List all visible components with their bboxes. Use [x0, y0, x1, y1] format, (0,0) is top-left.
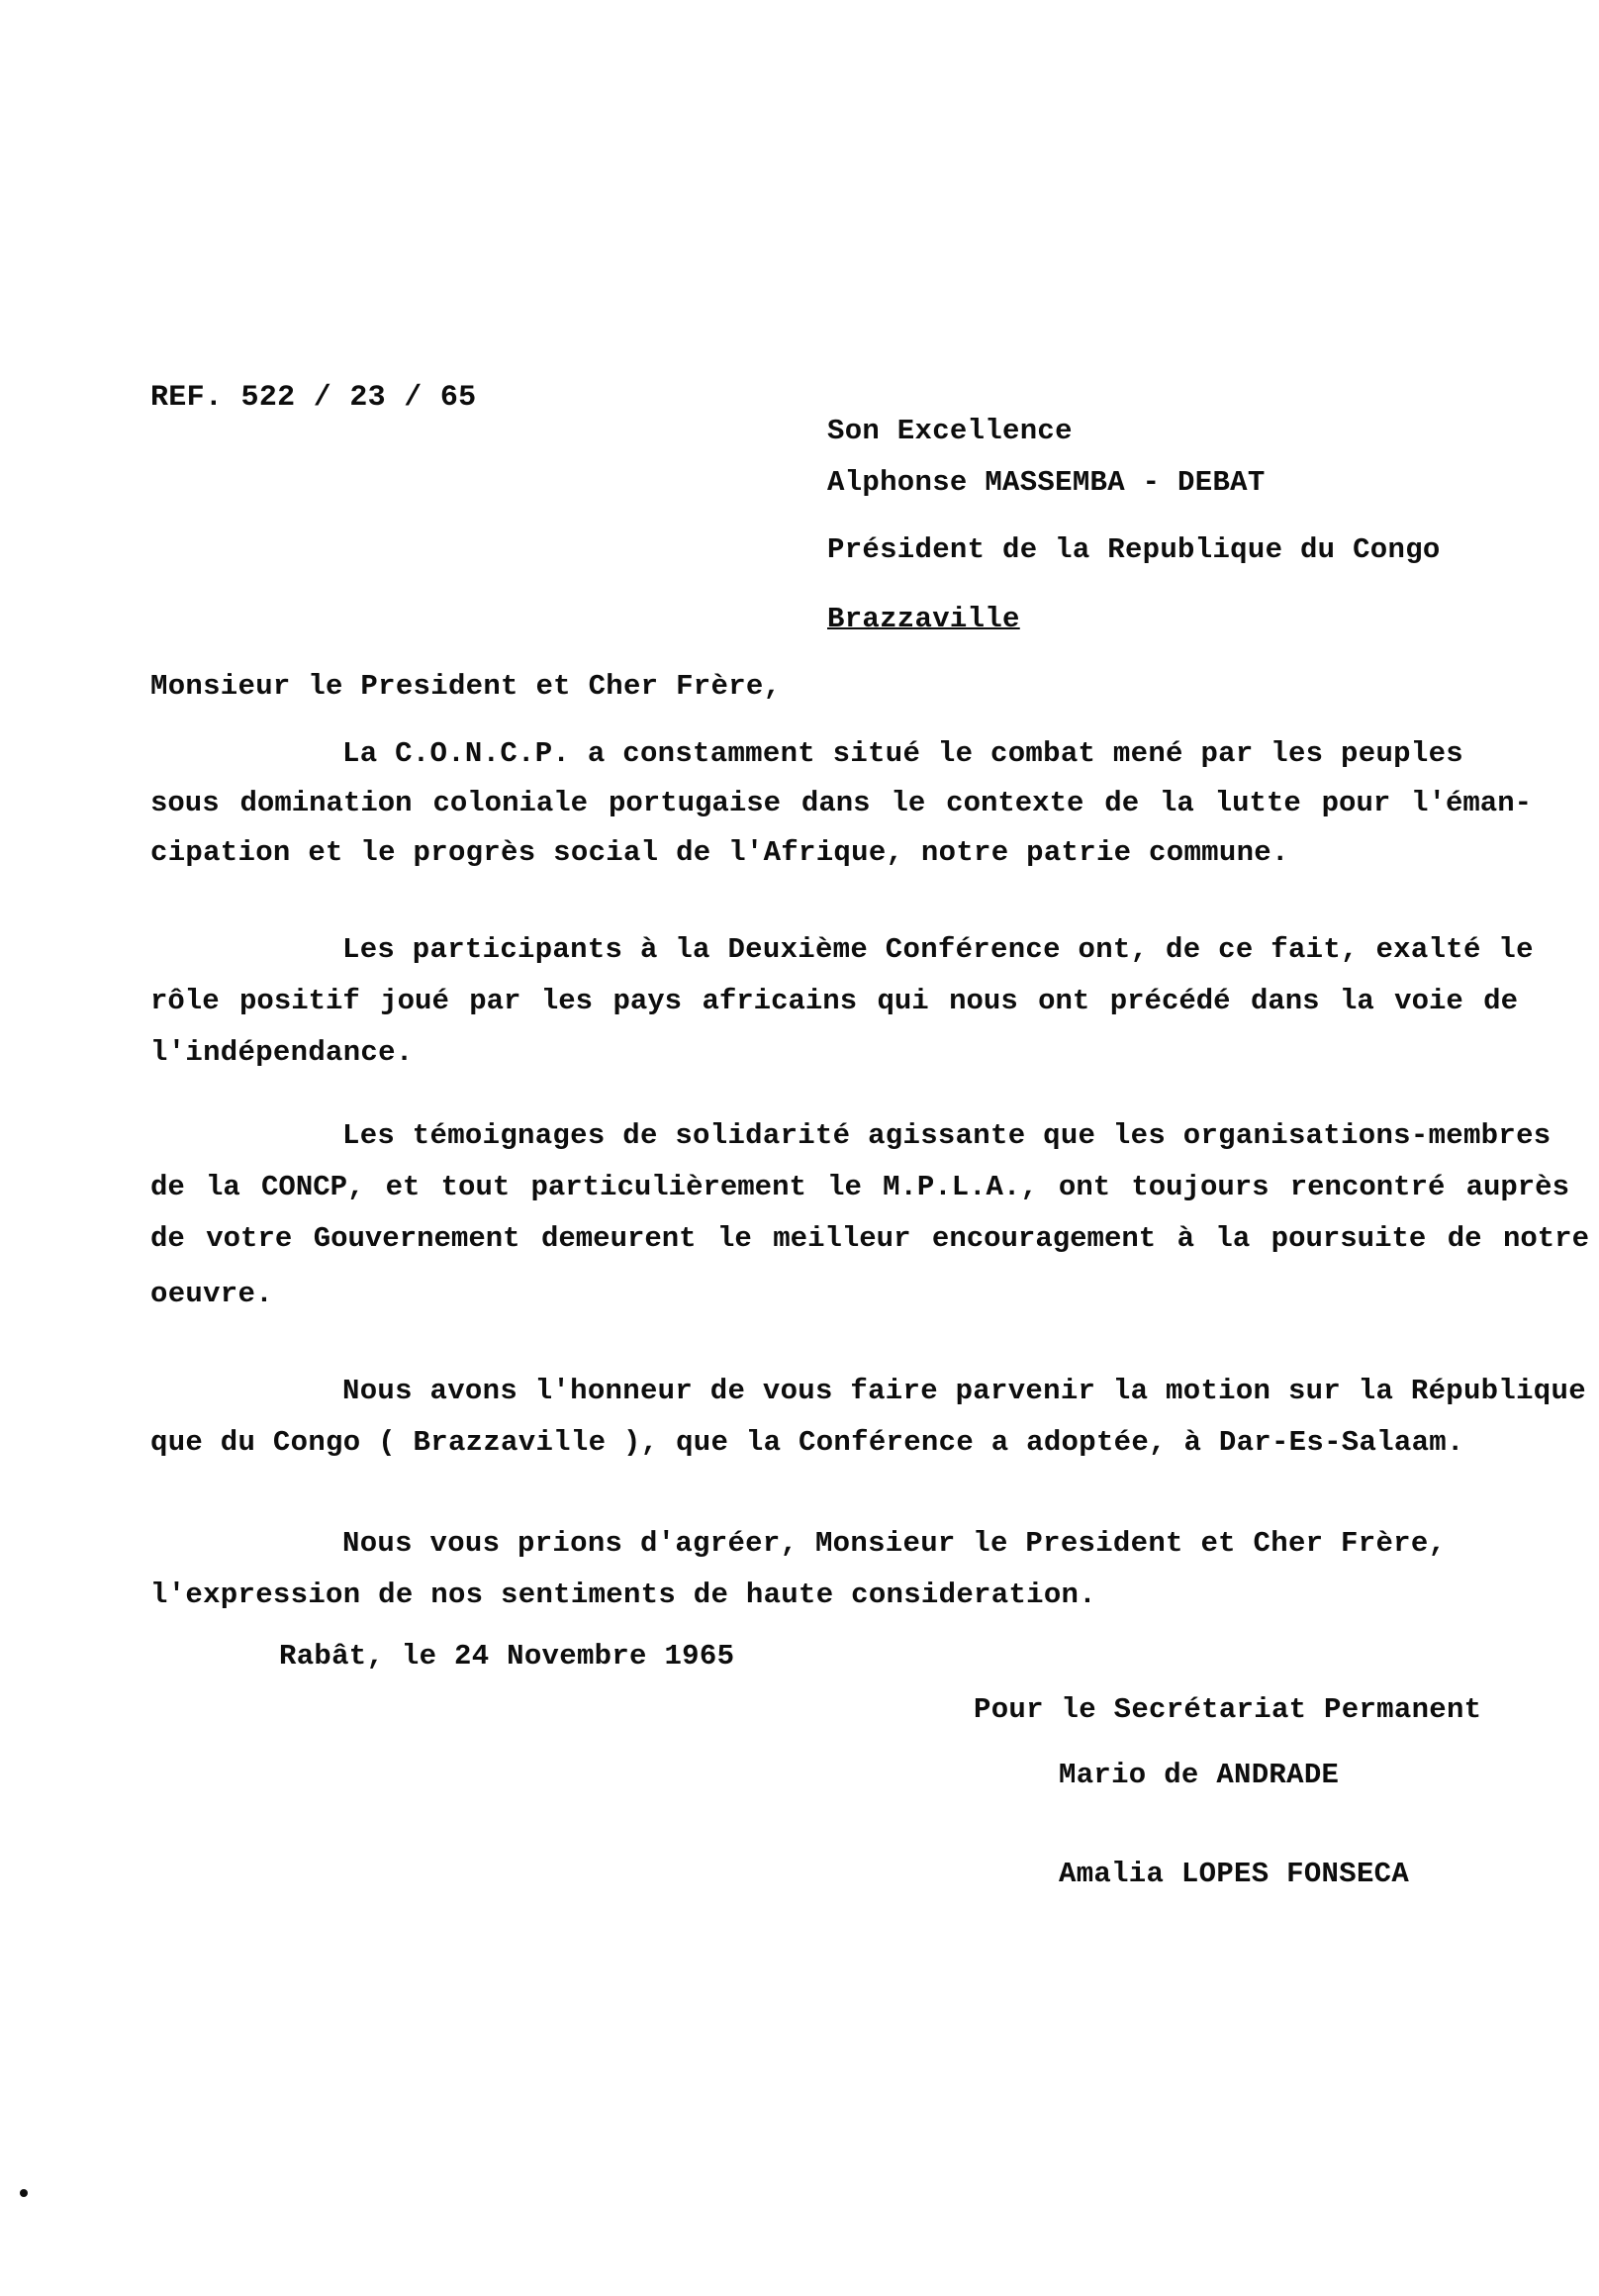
paragraph-3-line-3: de votre Gouvernement demeurent le meilleur encouragement à la poursuite de notre — [150, 1222, 1589, 1255]
paragraph-1-line-3: cipation et le progrès social de l'Afrique, notre patrie commune. — [150, 836, 1289, 869]
reference-number: REF. 522 / 23 / 65 — [150, 381, 477, 415]
paragraph-1-line-2: sous domination coloniale portugaise dans le contexte de la lutte pour l'éman- — [150, 787, 1532, 819]
margin-mark — [20, 2189, 28, 2197]
recipient-city: Brazzaville — [827, 603, 1020, 635]
paragraph-5-line-2: l'expression de nos sentiments de haute consideration. — [150, 1578, 1096, 1611]
paragraph-2-line-3: l'indépendance. — [150, 1036, 414, 1069]
paragraph-4-line-2: que du Congo ( Brazzaville ), que la Conférence a adoptée, à Dar-Es-Salaam. — [150, 1426, 1464, 1459]
paragraph-5-line-1: Nous vous prions d'agréer, Monsieur le President et Cher Frère, — [342, 1527, 1447, 1560]
paragraph-2-line-1: Les participants à la Deuxième Conférence ont, de ce fait, exalté le — [342, 933, 1534, 966]
recipient-office: Président de la Republique du Congo — [827, 533, 1441, 566]
paragraph-3-line-2: de la CONCP, et tout particulièrement le M.P.L.A., ont toujours rencontré auprès — [150, 1171, 1569, 1203]
date-line: Rabât, le 24 Novembre 1965 — [279, 1640, 735, 1673]
recipient-name: Alphonse MASSEMBA - DEBAT — [827, 466, 1266, 499]
signature-secretariat: Pour le Secrétariat Permanent — [974, 1693, 1482, 1726]
paragraph-1-line-1: La C.O.N.C.P. a constamment situé le combat mené par les peuples — [342, 737, 1463, 770]
paragraph-3-line-4: oeuvre. — [150, 1278, 273, 1310]
paragraph-3-line-1: Les témoignages de solidarité agissante que les organisations-membres — [342, 1119, 1552, 1152]
paragraph-2-line-2: rôle positif joué par les pays africains qui nous ont précédé dans la voie de — [150, 985, 1518, 1017]
salutation: Monsieur le President et Cher Frère, — [150, 670, 782, 703]
signature-name-1: Mario de ANDRADE — [1059, 1759, 1340, 1791]
recipient-title: Son Excellence — [827, 415, 1073, 447]
paragraph-4-line-1: Nous avons l'honneur de vous faire parvenir la motion sur la République — [342, 1375, 1586, 1407]
signature-name-2: Amalia LOPES FONSECA — [1059, 1858, 1410, 1890]
